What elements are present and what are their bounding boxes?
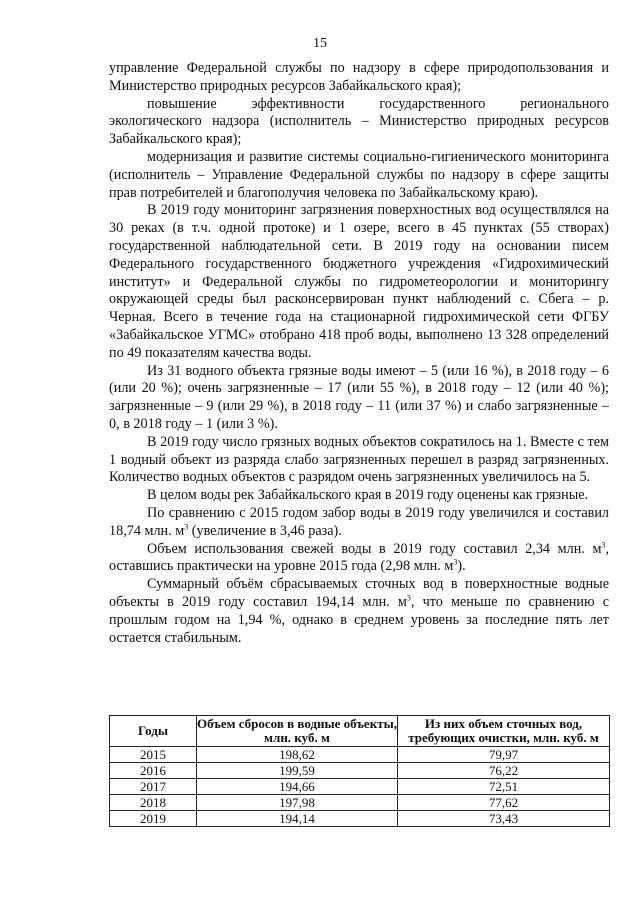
superscript: 3 xyxy=(453,557,458,567)
document-body xyxy=(109,60,609,647)
cell-year: 2015 xyxy=(110,747,197,763)
cell-discharge: 197,98 xyxy=(197,795,398,811)
cell-treatment: 73,43 xyxy=(398,811,610,827)
superscript: 3 xyxy=(601,539,606,549)
table-row xyxy=(110,811,610,827)
table-header-row xyxy=(110,716,610,747)
header-treatment-volume: Из них объем сточных вод, требующих очистки, млн. куб. м xyxy=(398,716,610,747)
header-years: Годы xyxy=(110,716,197,747)
paragraph-7: В целом воды рек Забайкальского края в 2019 году оценены как грязные. xyxy=(147,487,589,504)
cell-discharge: 198,62 xyxy=(197,747,398,763)
superscript: 3 xyxy=(184,521,189,531)
cell-year: 2019 xyxy=(110,811,197,827)
table-row xyxy=(110,747,610,763)
cell-year: 2017 xyxy=(110,779,197,795)
wastewater-table xyxy=(109,715,610,827)
paragraph-3: модернизация и развитие системы социально-гигиенического мониторинга (исполнитель – Управление Федеральной службы по надзору в сфере защиты прав потребителей и благополучия человека по Забайкальскому краю). xyxy=(109,148,609,201)
page-number: 15 xyxy=(313,36,327,51)
cell-treatment: 77,62 xyxy=(398,795,610,811)
paragraph-10 xyxy=(109,576,609,647)
cell-discharge: 199,59 xyxy=(197,763,398,779)
cell-discharge: 194,14 xyxy=(197,811,398,827)
paragraph-9-text-c: ). xyxy=(457,558,466,575)
paragraph-9 xyxy=(109,541,609,577)
paragraph-8-text-a: По сравнению с 2015 годом забор воды в 2019 году увеличился и составил 18,74 млн. м xyxy=(109,504,609,539)
cell-treatment: 79,97 xyxy=(398,747,610,763)
table-row xyxy=(110,763,610,779)
paragraph-1: управление Федеральной службы по надзору в сфере природопользования и Министерство природных ресурсов Забайкальского края); xyxy=(109,60,609,94)
paragraph-10-text-a: Суммарный объём сбрасываемых сточных вод в поверхностные водные объекты в 2019 году составил 194,14 млн. м xyxy=(109,576,609,610)
cell-treatment: 72,51 xyxy=(398,779,610,795)
superscript: 3 xyxy=(406,593,411,603)
paragraph-8-text-b: (увеличение в 3,46 раза). xyxy=(188,522,342,539)
table-row xyxy=(110,779,610,795)
paragraph-9-text-b: , оставшись практически на уровне 2015 года (2,98 млн. м xyxy=(109,540,609,575)
cell-year: 2016 xyxy=(110,763,197,779)
paragraph-4: В 2019 году мониторинг загрязнения поверхностных вод осуществлялся на 30 реках (в т.ч. одной протоке) и 1 озере, всего в 45 пунктах (55 створах) государственной наблюдательной сети. В 2019 году на основании писем Федерального государственного бюджетного учреждения «Гидрохимический институт» и Федеральной службы по гидрометеорологии и мониторингу окружающей среды был расконсервирован пункт наблюдений с. Сбега – р. Черная. Всего в течение года на стационарной гидрохимической сети ФГБУ «Забайкальское УГМС» отобрано 418 проб воды, выполнено 13 328 определений по 49 показателям качества воды. xyxy=(109,202,609,361)
paragraph-9-text-a: Объем использования свежей воды в 2019 году составил 2,34 млн. м xyxy=(147,540,602,557)
cell-treatment: 76,22 xyxy=(398,763,610,779)
cell-year: 2018 xyxy=(110,795,197,811)
paragraph-10-text-b: , что меньше по сравнению с прошлым годом на 1,94 %, однако в среднем уровень за последние пять лет остается стабильным. xyxy=(109,593,609,646)
paragraph-8 xyxy=(109,505,609,541)
paragraph-2: повышение эффективности государственного регионального экологического надзора (исполнитель – Министерство природных ресурсов Забайкальского края); xyxy=(109,95,609,148)
cell-discharge: 194,66 xyxy=(197,779,398,795)
header-discharge-volume: Объем сбросов в водные объекты, млн. куб. м xyxy=(197,716,397,745)
paragraph-6: В 2019 году число грязных водных объектов сократилось на 1. Вместе с тем 1 водный объект из разряда слабо загрязненных перешел в разряд загрязненных. Количество водных объектов с разрядом очень загрязненных увеличилось на 5. xyxy=(109,433,609,486)
table-row xyxy=(110,795,610,811)
paragraph-5: Из 31 водного объекта грязные воды имеют – 5 (или 16 %), в 2018 году – 6 (или 20 %); очень загрязненные – 17 (или 55 %), в 2018 году – 12 (или 40 %); загрязненные – 9 (или 29 %), в 2018 году – 11 (или 37 %) и слабо загрязненные – 0, в 2018 году – 1 (или 3 %). xyxy=(109,362,609,432)
